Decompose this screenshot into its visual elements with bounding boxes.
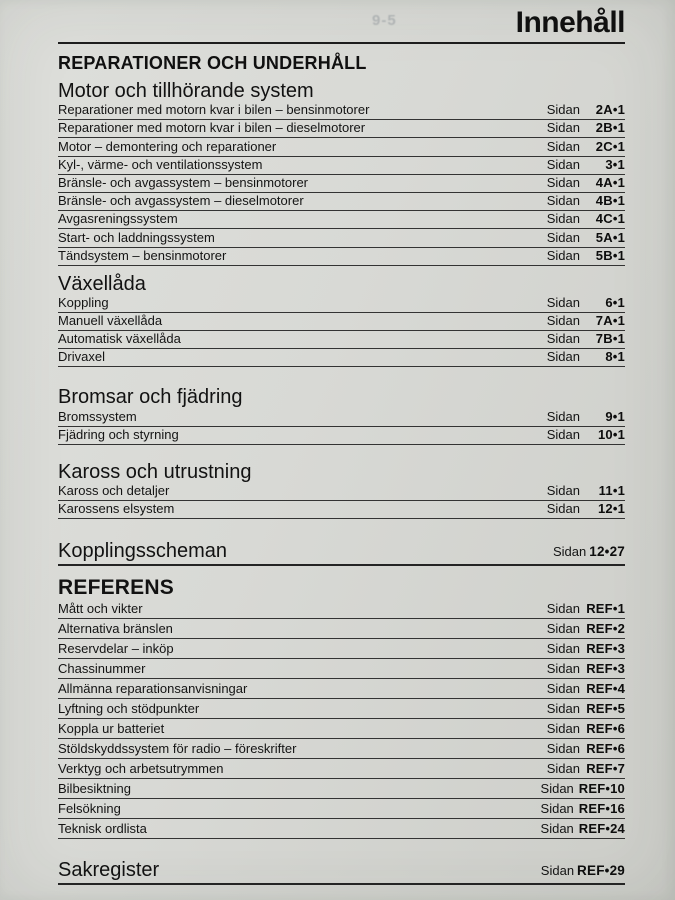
- toc-row: [58, 349, 625, 367]
- toc-row: [58, 427, 625, 445]
- row-label: Fjädring och styrning: [58, 426, 179, 442]
- title-divider: [58, 42, 625, 44]
- row-page-ref: [547, 409, 625, 424]
- page-label: Sidan: [546, 247, 580, 263]
- page-number: 4B•1: [595, 193, 625, 209]
- row-page-ref: [547, 248, 625, 263]
- page-number: REF•1: [586, 601, 625, 617]
- toc-row: [58, 175, 625, 193]
- page-label: Sidan: [546, 120, 580, 136]
- toc-section: [58, 273, 625, 368]
- row-label: Kyl-, värme- och ventilationssystem: [58, 156, 263, 172]
- row-label: Karossens elsystem: [58, 501, 175, 517]
- section-rows: [58, 599, 625, 839]
- page-title: Innehåll: [515, 6, 625, 39]
- toc-row: [58, 295, 625, 313]
- section-heading: Sakregister: [58, 859, 160, 882]
- section-heading: Kaross och utrustning: [58, 460, 252, 483]
- toc-row: [58, 120, 625, 138]
- section-heading: Kopplingsscheman: [58, 540, 227, 563]
- toc-row: [58, 501, 625, 519]
- section-rows: [58, 295, 625, 368]
- toc-row: [58, 408, 625, 426]
- page-label: Sidan: [546, 661, 580, 677]
- row-page-ref: [547, 175, 625, 190]
- toc-row: [58, 619, 625, 639]
- toc-row: [58, 719, 625, 739]
- row-label: Felsökning: [58, 801, 121, 817]
- row-page-ref: [547, 193, 625, 208]
- toc-row: [58, 102, 625, 120]
- section-head-row: [58, 273, 625, 295]
- page-label: Sidan: [546, 294, 580, 310]
- toc-row: [58, 739, 625, 759]
- toc-section: [58, 540, 625, 566]
- row-label: Reservdelar – inköp: [58, 641, 174, 657]
- row-label: Kaross och detaljer: [58, 483, 170, 498]
- section-page-ref: [541, 863, 625, 881]
- page-label: Sidan: [546, 426, 580, 442]
- section-head-row: [58, 576, 625, 599]
- row-label: Stöldskyddssystem för radio – föreskrifter: [58, 741, 297, 757]
- row-page-ref: [547, 157, 625, 172]
- toc-row: [58, 229, 625, 247]
- page-number: 2C•1: [595, 138, 625, 154]
- toc-row: [58, 799, 625, 819]
- section-heading: REFERENS: [58, 576, 174, 600]
- page-label: Sidan: [546, 313, 580, 329]
- page-label: Sidan: [546, 331, 580, 347]
- row-page-ref: [547, 621, 625, 636]
- toc-row: [58, 157, 625, 175]
- toc-row: [58, 759, 625, 779]
- row-label: Reparationer med motorn kvar i bilen – bensinmotorer: [58, 102, 370, 118]
- row-label: Lyftning och stödpunkter: [58, 701, 200, 717]
- main-section-title: REPARATIONER OCH UNDERHÅLL: [58, 53, 367, 73]
- row-page-ref: [547, 349, 625, 364]
- toc-row: [58, 599, 625, 619]
- page-label: Sidan: [546, 701, 580, 717]
- row-page-ref: [547, 427, 625, 442]
- page-label: Sidan: [540, 781, 574, 797]
- row-label: Mått och vikter: [58, 601, 143, 617]
- page-label: Sidan: [546, 349, 580, 365]
- toc-row: [58, 679, 625, 699]
- row-page-ref: [547, 295, 625, 310]
- toc-row: [58, 211, 625, 229]
- page-number: REF•3: [586, 641, 625, 657]
- section-page-ref: [553, 544, 625, 562]
- page-number: 7A•1: [595, 313, 625, 329]
- row-label: Teknisk ordlista: [58, 821, 147, 837]
- row-label: Tändsystem – bensinmotorer: [58, 247, 227, 263]
- page-number: REF•16: [578, 801, 625, 817]
- section-rows: [58, 408, 625, 444]
- toc-row: [58, 779, 625, 799]
- page-label: Sidan: [546, 741, 580, 757]
- page-label: Sidan: [546, 211, 580, 227]
- row-page-ref: [547, 102, 625, 117]
- page-number: 3•1: [605, 156, 625, 172]
- row-label: Reparationer med motorn kvar i bilen – dieselmotorer: [58, 120, 366, 136]
- page-number: 6•1: [605, 294, 625, 310]
- toc-row: [58, 193, 625, 211]
- row-page-ref: [547, 661, 625, 676]
- row-label: Start- och laddningssystem: [58, 229, 215, 245]
- row-page-ref: [547, 741, 625, 756]
- page-label: Sidan: [546, 501, 580, 517]
- row-page-ref: [541, 781, 625, 796]
- bleed-through-text: 9-5: [372, 12, 397, 29]
- row-label: Avgasreningssystem: [58, 211, 178, 227]
- toc-section: [58, 461, 625, 519]
- page-number: REF•3: [586, 661, 625, 677]
- toc-section: [58, 859, 625, 885]
- page-number: 5B•1: [595, 247, 625, 263]
- page-number: REF•2: [586, 621, 625, 637]
- section-rows: [58, 483, 625, 519]
- section-heading: Bromsar och fjädring: [58, 386, 243, 409]
- toc-row: [58, 659, 625, 679]
- row-page-ref: [547, 211, 625, 226]
- page-label: Sidan: [546, 174, 580, 190]
- toc-section: [58, 576, 625, 839]
- page-number: 2B•1: [595, 120, 625, 136]
- page-number: REF•6: [586, 741, 625, 757]
- page-number: 4C•1: [595, 211, 625, 227]
- page-label: Sidan: [546, 721, 580, 737]
- page-number: REF•24: [578, 821, 625, 837]
- section-head-row: [58, 859, 625, 885]
- page-label: Sidan: [546, 761, 580, 777]
- section-heading: Motor och tillhörande system: [58, 80, 314, 102]
- page-label: Sidan: [546, 229, 580, 245]
- row-page-ref: [547, 139, 625, 154]
- toc-row: [58, 331, 625, 349]
- page-number: 12•1: [597, 501, 625, 517]
- toc-row: [58, 248, 625, 266]
- row-label: Manuell växellåda: [58, 313, 163, 329]
- row-label: Chassinummer: [58, 661, 146, 677]
- page-number: 8•1: [605, 349, 625, 365]
- row-label: Automatisk växellåda: [58, 331, 181, 347]
- page-number: 12•27: [589, 544, 625, 560]
- toc-row: [58, 699, 625, 719]
- page-label: Sidan: [546, 681, 580, 697]
- toc-row: [58, 819, 625, 839]
- page-number: 11•1: [598, 483, 625, 498]
- page-label: Sidan: [546, 138, 580, 154]
- toc-row: [58, 483, 625, 501]
- toc-row: [58, 138, 625, 156]
- page-label: Sidan: [552, 544, 587, 560]
- row-page-ref: [547, 601, 625, 616]
- page-label: Sidan: [540, 821, 574, 837]
- page-number: 9•1: [605, 408, 625, 424]
- page-label: Sidan: [546, 601, 580, 617]
- toc-row: [58, 313, 625, 331]
- row-page-ref: [547, 641, 625, 656]
- row-page-ref: [547, 313, 625, 328]
- row-label: Allmänna reparationsanvisningar: [58, 681, 248, 697]
- page-label: Sidan: [546, 408, 580, 424]
- row-label: Motor – demontering och reparationer: [58, 138, 277, 154]
- row-page-ref: [547, 681, 625, 696]
- page-number: REF•5: [586, 701, 625, 717]
- row-label: Alternativa bränslen: [58, 621, 173, 637]
- page-number: REF•4: [586, 681, 625, 697]
- section-head-row: [58, 80, 625, 102]
- page-label: Sidan: [546, 156, 580, 172]
- page-label: Sidan: [540, 863, 575, 879]
- page-number: 10•1: [597, 426, 625, 442]
- page-label: Sidan: [546, 641, 580, 657]
- page-label: Sidan: [546, 102, 580, 118]
- page-label: Sidan: [546, 193, 580, 209]
- section-heading: Växellåda: [58, 272, 146, 295]
- toc-section: [58, 80, 625, 266]
- row-page-ref: [547, 331, 625, 346]
- page-label: Sidan: [540, 801, 574, 817]
- row-page-ref: [547, 483, 625, 498]
- row-page-ref: [541, 801, 625, 816]
- page-number: REF•6: [586, 721, 625, 737]
- row-label: Bilbesiktning: [58, 781, 131, 797]
- page-number: REF•10: [578, 781, 625, 797]
- row-page-ref: [547, 120, 625, 135]
- row-label: Drivaxel: [58, 349, 105, 365]
- toc-section: [58, 386, 625, 444]
- section-head-row: [58, 461, 625, 483]
- toc-sections: [58, 80, 625, 885]
- section-rows: [58, 102, 625, 266]
- page-number: REF•7: [586, 761, 625, 777]
- page-number: 5A•1: [595, 229, 625, 245]
- section-head-row: [58, 386, 625, 408]
- row-label: Bränsle- och avgassystem – dieselmotorer: [58, 193, 304, 209]
- row-page-ref: [547, 721, 625, 736]
- row-page-ref: [547, 761, 625, 776]
- row-page-ref: [547, 701, 625, 716]
- row-label: Bränsle- och avgassystem – bensinmotorer: [58, 174, 309, 190]
- section-head-row: [58, 540, 625, 566]
- page-number: 4A•1: [595, 174, 625, 190]
- toc-row: [58, 639, 625, 659]
- row-page-ref: [541, 821, 625, 836]
- row-label: Bromssystem: [58, 408, 137, 424]
- page-number: 7B•1: [595, 331, 625, 347]
- row-page-ref: [547, 501, 625, 516]
- page-number: REF•29: [577, 863, 625, 879]
- row-label: Koppling: [58, 294, 109, 310]
- page-number: 2A•1: [595, 102, 625, 118]
- row-label: Koppla ur batteriet: [58, 721, 165, 737]
- row-label: Verktyg och arbetsutrymmen: [58, 761, 224, 777]
- row-page-ref: [547, 230, 625, 245]
- page-label: Sidan: [546, 483, 580, 498]
- page-label: Sidan: [546, 621, 580, 637]
